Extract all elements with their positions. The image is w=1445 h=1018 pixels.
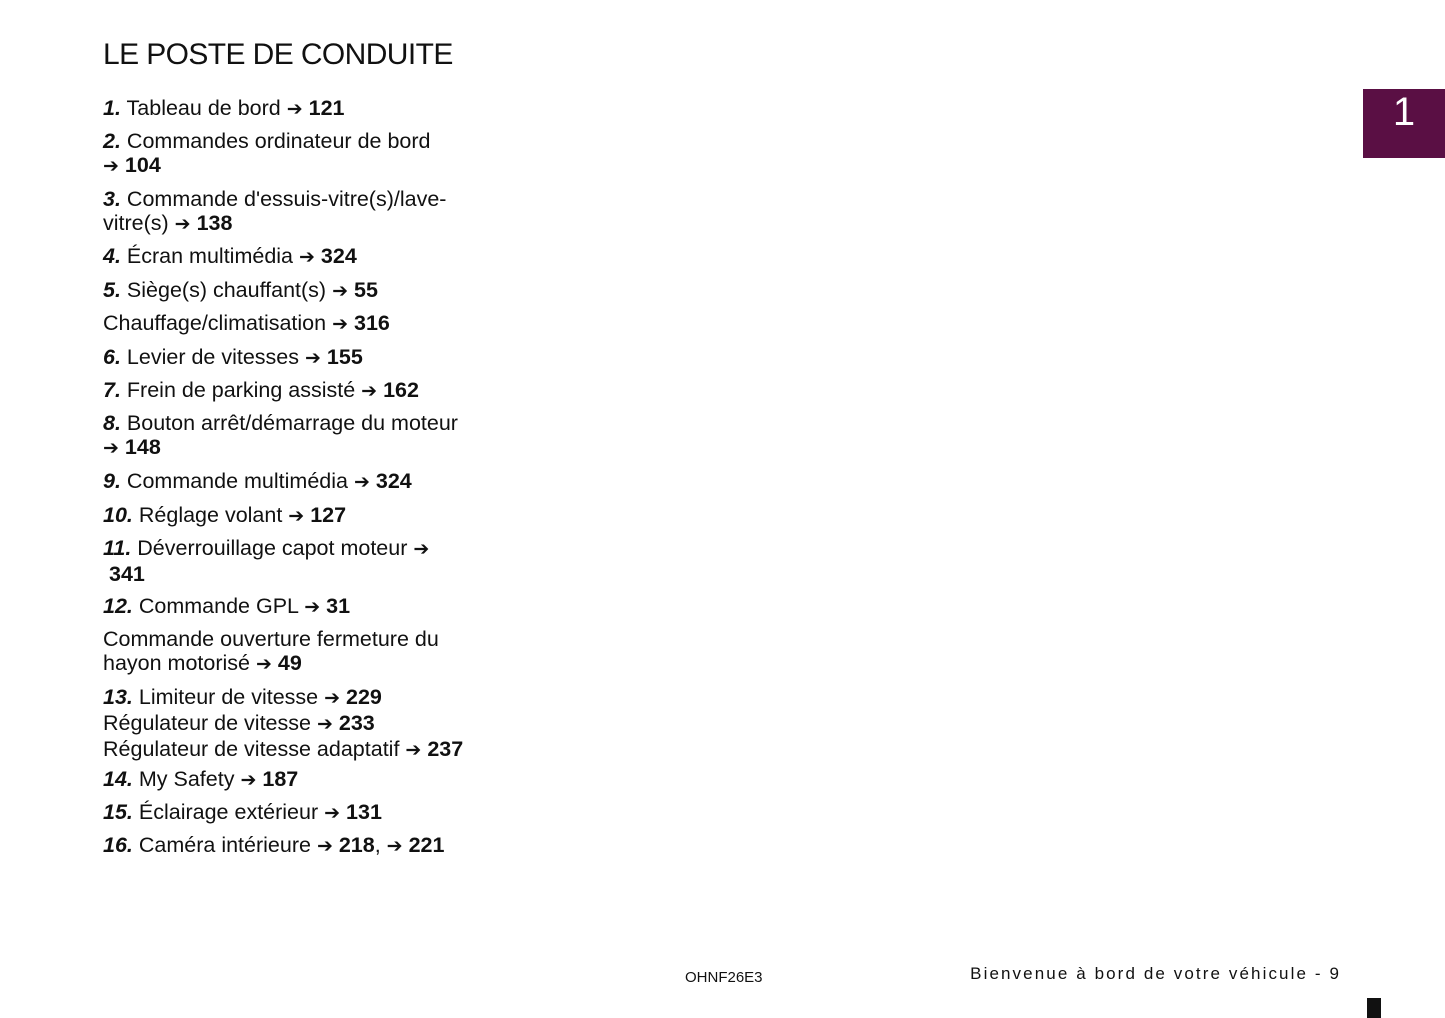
document-code: OHNF26E3 [685,969,763,986]
item-label: Réglage volant [138,503,283,527]
page-reference-link[interactable]: 49 [277,651,302,675]
item-label: Levier de vitesses [126,345,300,369]
item-label: Caméra intérieure [138,833,311,857]
list-item [103,96,483,122]
arrow-right-icon: ➔ [316,836,333,857]
item-number: 9. [103,469,121,493]
page-reference-link[interactable]: 316 [354,311,390,335]
arrow-right-icon: ➔ [255,654,272,675]
list-item [103,469,483,495]
item-label-continued: hayon motorisé [103,651,250,675]
arrow-right-icon: ➔ [332,314,349,335]
item-number: 3. [103,187,121,211]
page-reference-link[interactable]: 324 [320,244,357,268]
page-reference-link[interactable]: 341 [109,562,145,586]
item-label: Commande ouverture fermeture du [103,627,439,651]
item-label: Écran multimédia [126,244,294,268]
list-item [103,311,483,337]
arrow-right-icon: ➔ [286,99,303,120]
page-title: LE POSTE DE CONDUITE [103,38,453,71]
list-item [103,767,483,793]
item-label: Limiteur de vitesse [138,685,319,709]
list-item [103,627,483,677]
arrow-right-icon: ➔ [324,688,341,709]
chapter-tab[interactable]: 1 [1363,89,1445,158]
item-label: Bouton arrêt/démarrage du moteur [126,411,458,435]
page-reference-link[interactable]: 233 [338,711,375,735]
item-label: Régulateur de vitesse [103,711,311,735]
arrow-right-icon: ➔ [361,381,378,402]
page-reference-link[interactable]: 148 [124,435,161,459]
list-item [103,129,483,179]
arrow-right-icon: ➔ [103,438,119,459]
arrow-right-icon: ➔ [413,539,430,560]
arrow-right-icon: ➔ [405,740,422,761]
page-reference-link[interactable]: 121 [308,96,345,120]
page-reference-link[interactable]: 55 [353,278,378,302]
item-number: 1. [103,96,121,120]
item-label: Déverrouillage capot moteur [137,536,408,560]
item-label: Frein de parking assisté [126,378,356,402]
list-item [103,685,483,763]
item-label: Commande multimédia [126,469,348,493]
item-number: 5. [103,278,121,302]
item-label: Chauffage/climatisation [103,311,327,335]
arrow-right-icon: ➔ [332,281,348,302]
arrow-right-icon: ➔ [299,247,315,268]
list-item [103,187,483,237]
page-footer: Bienvenue à bord de votre véhicule - 9 [970,964,1341,983]
arrow-right-icon: ➔ [324,803,341,824]
item-label: My Safety [138,767,235,791]
item-label: Éclairage extérieur [138,800,319,824]
page-reference-link[interactable]: 229 [346,685,382,709]
item-label-continued: vitre(s) [103,211,169,235]
page-reference-link[interactable]: 162 [383,378,419,402]
arrow-right-icon: ➔ [103,156,119,177]
item-label: Régulateur de vitesse adaptatif [103,737,400,761]
arrow-right-icon: ➔ [240,770,257,791]
arrow-right-icon: ➔ [288,506,305,527]
item-label: Siège(s) chauffant(s) [126,278,327,302]
page-reference-link[interactable]: 104 [124,153,161,177]
list-item [103,536,483,586]
list-item [103,411,483,461]
page-reference-link[interactable]: 138 [196,211,233,235]
list-item [103,378,483,404]
item-label: Commandes ordinateur de bord [126,129,431,153]
item-number: 8. [103,411,121,435]
page-reference-link[interactable]: 237 [427,737,464,761]
page-reference-link[interactable]: 324 [375,469,412,493]
item-number: 11. [103,536,132,560]
item-label: Commande d'essuis-vitre(s)/lave- [126,187,447,211]
list-item [103,345,483,371]
page-reference-link[interactable]: 155 [326,345,363,369]
item-label: Tableau de bord [126,96,281,120]
item-number: 16. [103,833,133,857]
list-item: 16. Caméra intérieure ➔ 218, ➔ 221 [103,833,445,857]
item-number: 6. [103,345,121,369]
page-reference-link[interactable]: 221 [408,833,445,857]
arrow-right-icon: ➔ [305,348,321,369]
list-item [103,800,483,826]
list-item [103,244,483,270]
item-number: 13. [103,685,133,709]
page-reference-link[interactable]: 31 [326,594,351,618]
item-number: 12. [103,594,133,618]
arrow-right-icon: ➔ [386,836,403,857]
item-number: 7. [103,378,121,402]
page-reference-link[interactable]: 131 [346,800,382,824]
list-item [103,278,483,304]
item-number: 14. [103,767,133,791]
page-edge-marker [1367,998,1381,1018]
item-number: 4. [103,244,121,268]
page-reference-link[interactable]: 127 [310,503,347,527]
arrow-right-icon: ➔ [174,214,191,235]
page-reference-link[interactable]: 187 [262,767,299,791]
list-item [103,594,483,620]
arrow-right-icon: ➔ [353,472,370,493]
item-number: 10. [103,503,133,527]
item-number: 15. [103,800,133,824]
list-item [103,503,483,529]
item-label: Commande GPL [138,594,299,618]
arrow-right-icon: ➔ [304,597,321,618]
item-number: 2. [103,129,121,153]
arrow-right-icon: ➔ [316,714,333,735]
page-reference-link[interactable]: 218 [338,833,375,857]
